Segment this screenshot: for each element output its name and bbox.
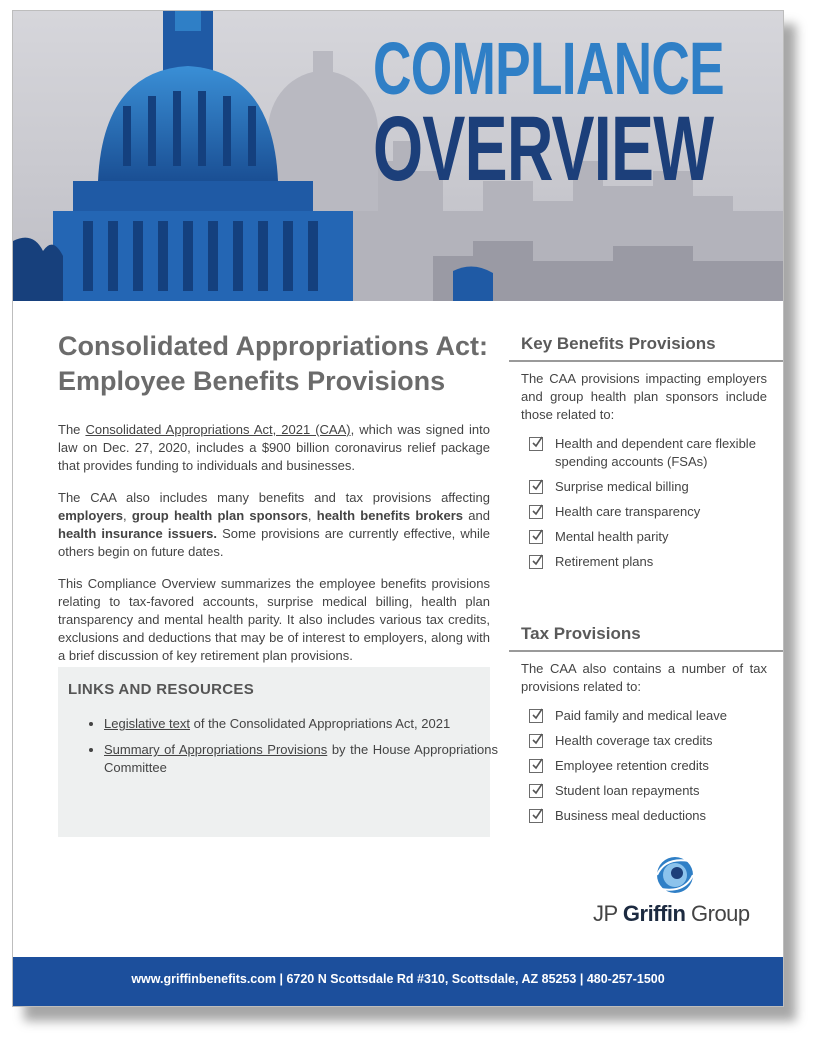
checkbox-icon — [529, 809, 543, 823]
p2-text-a: The CAA also includes many benefits and tax provisions affecting — [58, 490, 490, 505]
key-benefits-heading: Key Benefits Provisions — [509, 329, 783, 362]
list-item-label: Health coverage tax credits — [555, 733, 713, 748]
swirl-logo-icon — [593, 853, 753, 901]
tax-provisions-intro: The CAA also contains a number of tax provisions related to: — [521, 661, 767, 694]
logo-text-post: Group — [685, 901, 750, 926]
links-list — [86, 715, 498, 785]
list-item-label: Surprise medical billing — [555, 479, 689, 494]
sidebar-column — [509, 329, 783, 832]
title-line1: Consolidated Appropriations Act: — [58, 331, 488, 361]
checkbox-icon — [529, 555, 543, 569]
list-item-label: Paid family and medical leave — [555, 708, 727, 723]
p1-text-post: , which was signed into law on Dec. 27, 2020, includes a $900 billion coronavirus relief package that provides funding to individuals and businesses. — [58, 422, 491, 473]
p2-text-d: , — [307, 508, 317, 523]
list-item-label: Mental health parity — [555, 529, 669, 544]
banner-title — [373, 27, 724, 200]
list-item — [529, 553, 783, 571]
list-item-label: Student loan repayments — [555, 783, 700, 798]
p1-text-pre: The — [58, 422, 86, 437]
list-item — [529, 528, 783, 546]
list-item — [529, 503, 783, 521]
company-logo — [593, 853, 753, 933]
list-item-label: Retirement plans — [555, 554, 654, 569]
legislative-text-link[interactable]: Legislative text — [104, 716, 190, 731]
title-line2: Employee Benefits Provisions — [58, 366, 446, 396]
document-page — [12, 10, 784, 1007]
list-item-label: Business meal deductions — [555, 808, 707, 823]
intro-paragraph-2 — [58, 489, 490, 561]
logo-wordmark — [593, 901, 753, 927]
checkbox-icon — [529, 530, 543, 544]
checkbox-icon — [529, 505, 543, 519]
checkbox-icon — [529, 784, 543, 798]
list-item-label: Employee retention credits — [555, 758, 709, 773]
list-item — [529, 732, 783, 750]
main-column — [58, 329, 490, 679]
links-heading: LINKS AND RESOURCES — [68, 681, 254, 698]
checkbox-icon — [529, 734, 543, 748]
summary-provisions-link[interactable]: Summary of Appropriations Provisions — [104, 742, 328, 757]
banner-title-line1: COMPLIANCE — [373, 27, 724, 110]
p2-text-c: , — [123, 508, 132, 523]
footer-bar — [13, 957, 783, 1006]
link-item-text: by the House Appropriations Committee — [104, 742, 499, 775]
p2-text-e: and — [463, 508, 490, 523]
document-title — [58, 329, 490, 399]
links-resources-box — [58, 667, 499, 837]
list-item — [529, 807, 783, 825]
checkbox-icon — [529, 480, 543, 494]
link-item-text: of the Consolidated Appropriations Act, 2021 — [190, 716, 451, 731]
list-item-label: Health care transparency — [555, 504, 701, 519]
list-item — [529, 782, 783, 800]
intro-paragraph-3: This Compliance Overview summarizes the employee benefits provisions relating to tax-favored accounts, surprise medical billing, health plan transparency and mental health parity. It also includes various tax credits, exclusions and deductions that may be of interest to employers, along with a brief discussion of key retirement plan provisions. — [58, 576, 490, 663]
key-benefits-list — [509, 435, 783, 571]
banner-title-line2: OVERVIEW — [373, 98, 714, 200]
p2-bold-employers: employers — [58, 508, 124, 523]
intro-paragraph-1 — [58, 421, 490, 475]
tax-provisions-list — [509, 707, 783, 825]
checkbox-icon — [529, 759, 543, 773]
logo-text-pre: JP — [593, 901, 623, 926]
p2-bold-sponsors: group health plan sponsors — [131, 508, 308, 523]
checkbox-icon — [529, 437, 543, 451]
caa-link[interactable]: Consolidated Appropriations Act, 2021 (CAA) — [85, 422, 351, 437]
p2-text-f: Some provisions are currently effective, while others begin on future dates. — [58, 526, 490, 559]
p2-bold-brokers: health benefits brokers — [316, 508, 464, 523]
list-item-label: Health and dependent care flexible spending accounts (FSAs) — [555, 436, 756, 469]
link-item — [104, 741, 498, 777]
link-item — [104, 715, 498, 733]
list-item — [529, 707, 783, 725]
key-benefits-intro: The CAA provisions impacting employers and group health plan sponsors include those related to: — [521, 371, 767, 422]
list-item — [529, 478, 783, 496]
checkbox-icon — [529, 709, 543, 723]
list-item — [529, 435, 783, 471]
hero-banner — [13, 11, 783, 301]
p2-bold-issuers: health insurance issuers. — [58, 526, 217, 541]
tax-provisions-heading: Tax Provisions — [509, 619, 783, 652]
list-item — [529, 757, 783, 775]
logo-text-bold: Griffin — [622, 901, 686, 926]
footer-contact: www.griffinbenefits.com | 6720 N Scottsdale Rd #310, Scottsdale, AZ 85253 | 480-257-1500 — [131, 972, 665, 986]
